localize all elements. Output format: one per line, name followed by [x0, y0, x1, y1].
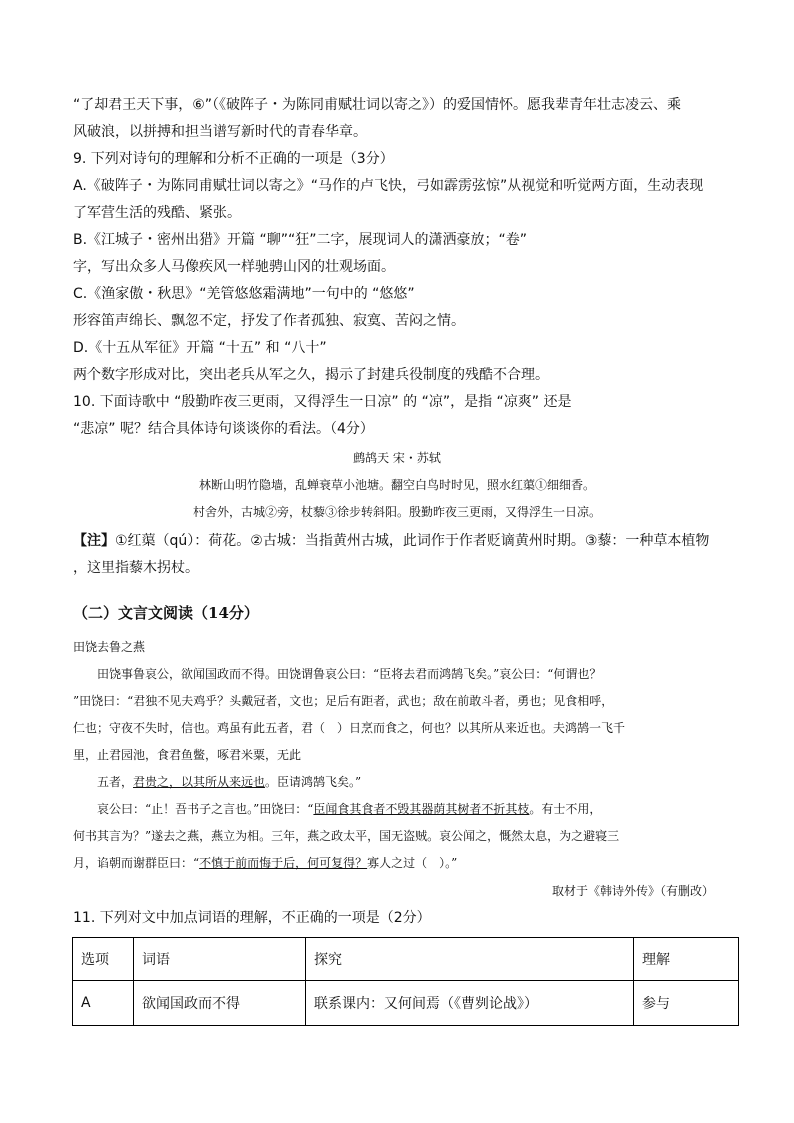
- table-row: [73, 981, 739, 1026]
- q9-option-a: 了军营生活的残酷、紧张。: [73, 205, 241, 221]
- section-heading: （二）文言文阅读（14分）: [73, 604, 259, 622]
- passage-line: ”田饶曰：“君独不见夫鸡乎？头戴冠者，文也；足后有距者，武也；敌在前敢斗者，勇也；见食相呼，: [73, 694, 614, 708]
- q9-option-c: C.《渔家傲・秋思》“羌管悠悠霜满地”一句中的 “悠悠”: [73, 286, 415, 302]
- passage-line: 仁也；守夜不失时，信也。鸡虽有此五者，君（ ）日烹而食之，何也？以其所从来近也。夫鸿鹄一飞千: [73, 721, 626, 735]
- poem-title: 鹧鸪天 宋・苏轼: [353, 451, 441, 465]
- passage-line: 何书其言为？”遂去之燕，燕立为相。三年，燕之政太平，国无盗贼。哀公闻之，慨然太息，为之避寝三: [73, 829, 620, 843]
- underlined-sentence: 不慎于前而悔于后，何可复得？: [199, 856, 368, 870]
- q9-option-c: 形容笛声绵长、飘忽不定，抒发了作者孤独、寂寞、苦闷之情。: [73, 313, 465, 329]
- passage-text: 寡人之过（ ）。”: [367, 856, 458, 870]
- table-header-cell: 选项: [73, 938, 134, 981]
- q11-table: [72, 937, 739, 1026]
- passage-line: [73, 853, 457, 873]
- passage-text: 哀公曰：“止！吾书子之言也。”田饶曰：“: [97, 802, 314, 816]
- q9-option-a: A.《破阵子・为陈同甫赋壮词以寄之》“马作的卢飞快，弓如霹雳弦惊”从视觉和听觉两方面，生动表现: [73, 178, 704, 194]
- passage-text: 。有士不用，: [529, 802, 602, 816]
- table-header-cell: 探究: [306, 938, 634, 981]
- table-header-cell: 理解: [634, 938, 739, 981]
- table-cell: 联系课内：又何间焉（《曹刿论战》）: [306, 981, 634, 1026]
- note-label: 【注】: [73, 533, 115, 549]
- passage-text: 五者，: [97, 775, 134, 789]
- poem-line: 村舍外，古城②旁，杖藜③徐步转斜阳。殷勤昨夜三更雨，又得浮生一日凉。: [192, 505, 601, 519]
- poem-note: ，这里指藜木拐杖。: [73, 560, 199, 576]
- q9-option-b: B.《江城子・密州出猎》开篇 “聊”“狂”二字，展现词人的潇洒豪放；“卷”: [73, 232, 528, 248]
- q8-tail-line: 风破浪，以拼搏和担当谱写新时代的青春华章。: [73, 124, 367, 140]
- q9-option-b: 字，写出众多人马像疾风一样驰骋山冈的壮观场面。: [73, 259, 395, 275]
- passage-text: 月，谄朝而谢群臣曰：“: [73, 856, 200, 870]
- passage-text: 。臣请鸿鹄飞矣。”: [265, 775, 362, 789]
- q9-option-d: 两个数字形成对比，突出老兵从军之久，揭示了封建兵役制度的残酷不合理。: [73, 367, 549, 383]
- q10-stem: 10. 下面诗歌中 “殷勤昨夜三更雨，又得浮生一日凉” 的 “凉”，是指 “凉爽” 还是: [73, 394, 572, 410]
- q9-option-d: D.《十五从军征》开篇 “十五” 和 “八十”: [73, 340, 327, 356]
- underlined-sentence: 臣闻食其食者不毁其器荫其树者不折其枝: [313, 802, 530, 816]
- passage-line: [97, 799, 601, 819]
- poem-note: [73, 531, 709, 551]
- passage-line: 里，止君园池，食君鱼鳖，啄君米粟，无此: [73, 748, 302, 762]
- q10-stem: “悲凉” 呢？结合具体诗句谈谈你的看法。（4分）: [73, 421, 374, 437]
- passage-line: 田饶事鲁哀公，欲闻国政而不得。田饶谓鲁哀公曰：“臣将去君而鸿鹄飞矣。”哀公曰：“何谓也？: [97, 667, 602, 681]
- underlined-sentence: 君贵之，以其所从来远也: [133, 775, 266, 789]
- table-cell: 参与: [634, 981, 739, 1026]
- q8-tail-line: “了却君王天下事，⑥”（《破阵子・为陈同甫赋壮词以寄之》）的爱国情怀。愿我辈青年壮志凌云、乘: [73, 97, 682, 113]
- q11-stem: 11. 下列对文中加点词语的理解，不正确的一项是（2分）: [73, 910, 431, 926]
- passage-line: [97, 772, 361, 792]
- table-cell: A: [73, 981, 134, 1026]
- table-header-cell: 词语: [134, 938, 306, 981]
- q9-stem: 9. 下列对诗句的理解和分析不正确的一项是（3分）: [73, 151, 394, 167]
- passage-source: 取材于《韩诗外传》（有删改）: [551, 884, 714, 898]
- note-text: ①红蕖（qú）：荷花。②古城：当指黄州古城，此词作于作者贬谪黄州时期。③藜：一种草本植物: [115, 533, 710, 549]
- table-header-row: [73, 938, 739, 981]
- table-cell: 欲闻国政而不得: [134, 981, 306, 1026]
- passage-title: 田饶去鲁之燕: [73, 640, 146, 654]
- poem-line: 林断山明竹隐墙，乱蝉衰草小池塘。翻空白鸟时时见，照水红蕖①细细香。: [198, 478, 595, 492]
